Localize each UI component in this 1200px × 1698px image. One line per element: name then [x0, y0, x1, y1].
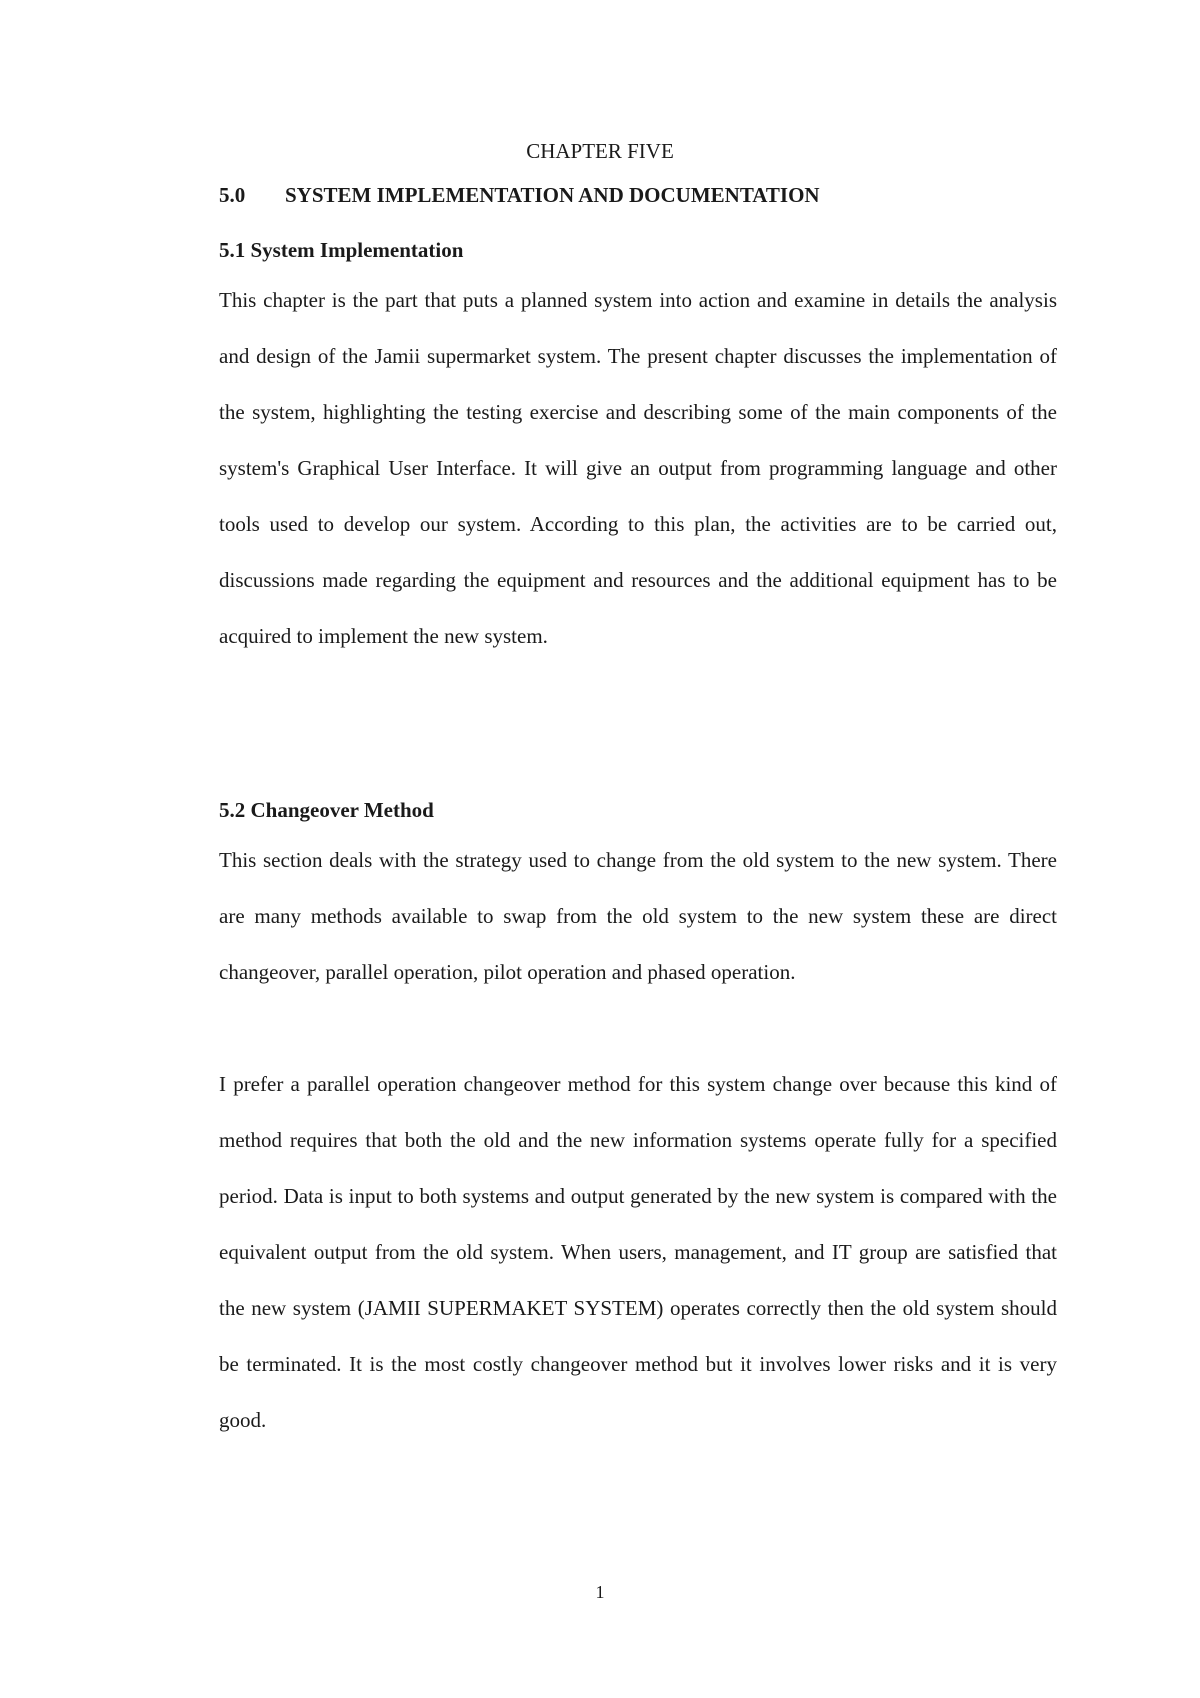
- page-number: 1: [595, 1582, 605, 1602]
- paragraph-parallel-operation: I prefer a parallel operation changeover method for this system change over because this kind of method requires that both the old and the new information systems operate fully for a specified period. Data is input to both systems and output generated by the new system is compared with the equivalent output from the old system. When users, management, and IT group are satisfied that the new system (JAMII SUPERMAKET SYSTEM) operates correctly then the old system should be terminated. It is the most costly changeover method but it involves lower risks and it is very good.: [219, 1072, 1057, 1432]
- section-heading-system-implementation: 5.1 System Implementation: [219, 238, 464, 262]
- paragraph-system-implementation: This chapter is the part that puts a planned system into action and examine in details the analysis and design of the Jamii supermarket system. The present chapter discusses the implementation of the system, highlighting the testing exercise and describing some of the main components of the system's Graphical User Interface. It will give an output from programming language and other tools used to develop our system. According to this plan, the activities are to be carried out, discussions made regarding the equipment and resources and the additional equipment has to be acquired to implement the new system.: [219, 288, 1057, 648]
- main-heading-number: 5.0: [219, 183, 246, 207]
- main-heading: [219, 180, 1059, 210]
- paragraph-changeover-intro: This section deals with the strategy used to change from the old system to the new system. There are many methods available to swap from the old system to the new system these are direct changeover, parallel operation, pilot operation and phased operation.: [219, 848, 1057, 984]
- chapter-title: CHAPTER FIVE: [526, 139, 674, 163]
- section-heading-changeover-method: 5.2 Changeover Method: [219, 798, 434, 822]
- main-heading-text: SYSTEM IMPLEMENTATION AND DOCUMENTATION: [285, 183, 820, 207]
